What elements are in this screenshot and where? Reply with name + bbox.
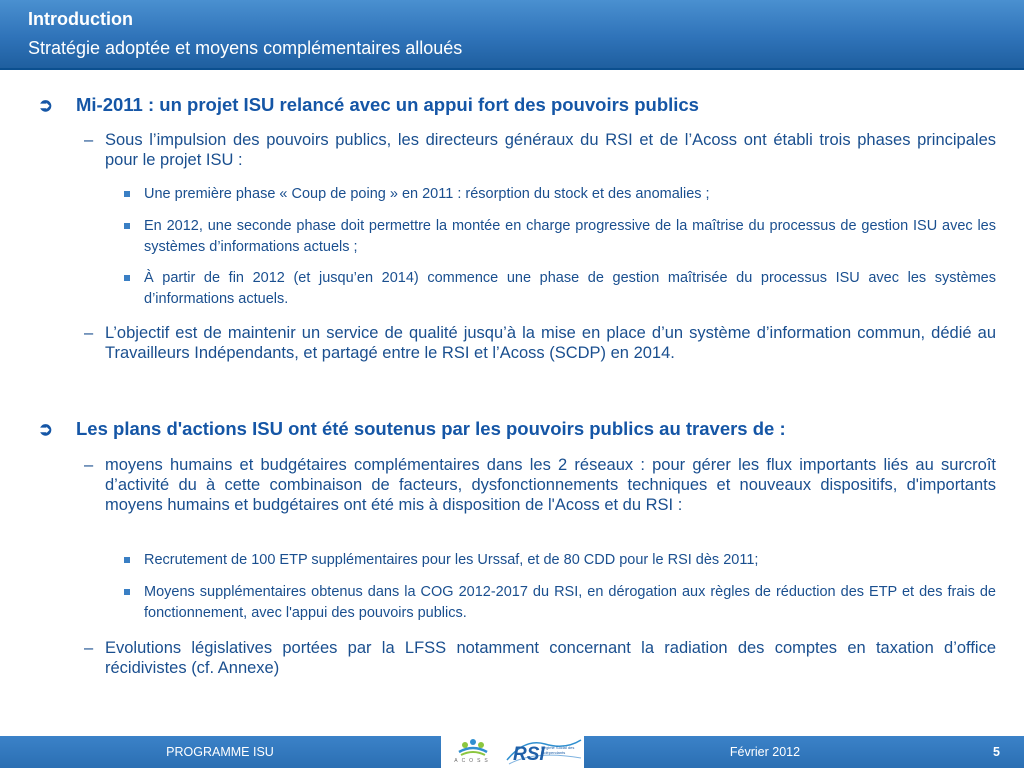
dash-icon: – [84, 639, 94, 657]
list-item [84, 130, 996, 170]
dash-icon: – [84, 131, 94, 149]
sub-list-item [124, 550, 996, 571]
dash-icon: – [84, 324, 94, 342]
square-bullet-icon [124, 191, 130, 197]
sub-list-item-text: À partir de fin 2012 (et jusqu’en 2014) commence une phase de gestion maîtrisée du processus ISU avec les systèmes d’informations actuels. [144, 270, 996, 307]
sub-list-item [124, 216, 996, 258]
square-bullet-icon [124, 589, 130, 595]
list-item [84, 323, 996, 363]
list-item-text: Evolutions législatives portées par la LFSS notamment concernant la radiation des comptes en taxation d’office récidivistes (cf. Annexe) [105, 639, 996, 677]
slide-subtitle: Stratégie adoptée et moyens complémentaires alloués [28, 38, 463, 58]
slide-title: Introduction [28, 9, 133, 29]
slide-header [0, 0, 1024, 70]
rsi-tagline: Régime Social des Indépendants [541, 745, 575, 755]
footer-date: Février 2012 [729, 745, 801, 759]
section-heading-text: Mi-2011 : un projet ISU relancé avec un appui fort des pouvoirs publics [76, 94, 699, 115]
sub-list-item-text: En 2012, une seconde phase doit permettre la montée en charge progressive de la maîtrise du processus de gestion ISU avec les systèmes d’informations actuels ; [144, 218, 996, 255]
square-bullet-icon [124, 557, 130, 563]
sub-list-item [124, 582, 996, 624]
sub-list-item-text: Recrutement de 100 ETP supplémentaires pour les Urssaf, et de 80 CDD pour le RSI dès 2011; [144, 552, 759, 568]
list-item [84, 455, 996, 515]
rsi-wordmark: RSI [513, 744, 545, 765]
dash-icon: – [84, 456, 94, 474]
square-bullet-icon [124, 275, 130, 281]
slide-footer [0, 736, 1024, 768]
footer-program-label: PROGRAMME ISU [166, 745, 274, 759]
list-item-text: L’objectif est de maintenir un service de qualité jusqu’à la mise en place d’un système d’information commun, dédié au Travailleurs Indépendants, et partagé entre le RSI et l’Acoss (SCDP) en 2014. [105, 324, 996, 362]
footer-logos [441, 736, 584, 768]
list-item [84, 638, 996, 678]
acoss-wordmark: ACOSS [454, 758, 492, 764]
list-item-text: moyens humains et budgétaires complémentaires dans les 2 réseaux : pour gérer les flux importants liés au surcroît d’activité du à cette combinaison de facteurs, dysfonctionnements techniques et nouveaux dispositifs, d'importants moyens humains et budgétaires ont été mis à disposition de l'Acoss et du RSI : [105, 456, 996, 514]
sub-list-item [124, 184, 996, 205]
sub-list-item-text: Une première phase « Coup de poing » en 2011 : résorption du stock et des anomalies ; [144, 186, 710, 202]
sub-list-item [124, 268, 996, 310]
circled-arrow-icon: ➲ [38, 419, 54, 439]
circled-arrow-icon: ➲ [38, 95, 54, 115]
square-bullet-icon [124, 223, 130, 229]
sub-list-item-text: Moyens supplémentaires obtenus dans la COG 2012-2017 du RSI, en dérogation aux règles de réduction des ETP et des frais de fonctionnement, avec l'appui des pouvoirs publics. [144, 584, 996, 621]
page-number: 5 [993, 745, 1000, 759]
section-heading-text: Les plans d'actions ISU ont été soutenus par les pouvoirs publics au travers de : [76, 418, 786, 439]
list-item-text: Sous l’impulsion des pouvoirs publics, les directeurs généraux du RSI et de l’Acoss ont établi trois phases principales pour le projet ISU : [105, 131, 996, 169]
